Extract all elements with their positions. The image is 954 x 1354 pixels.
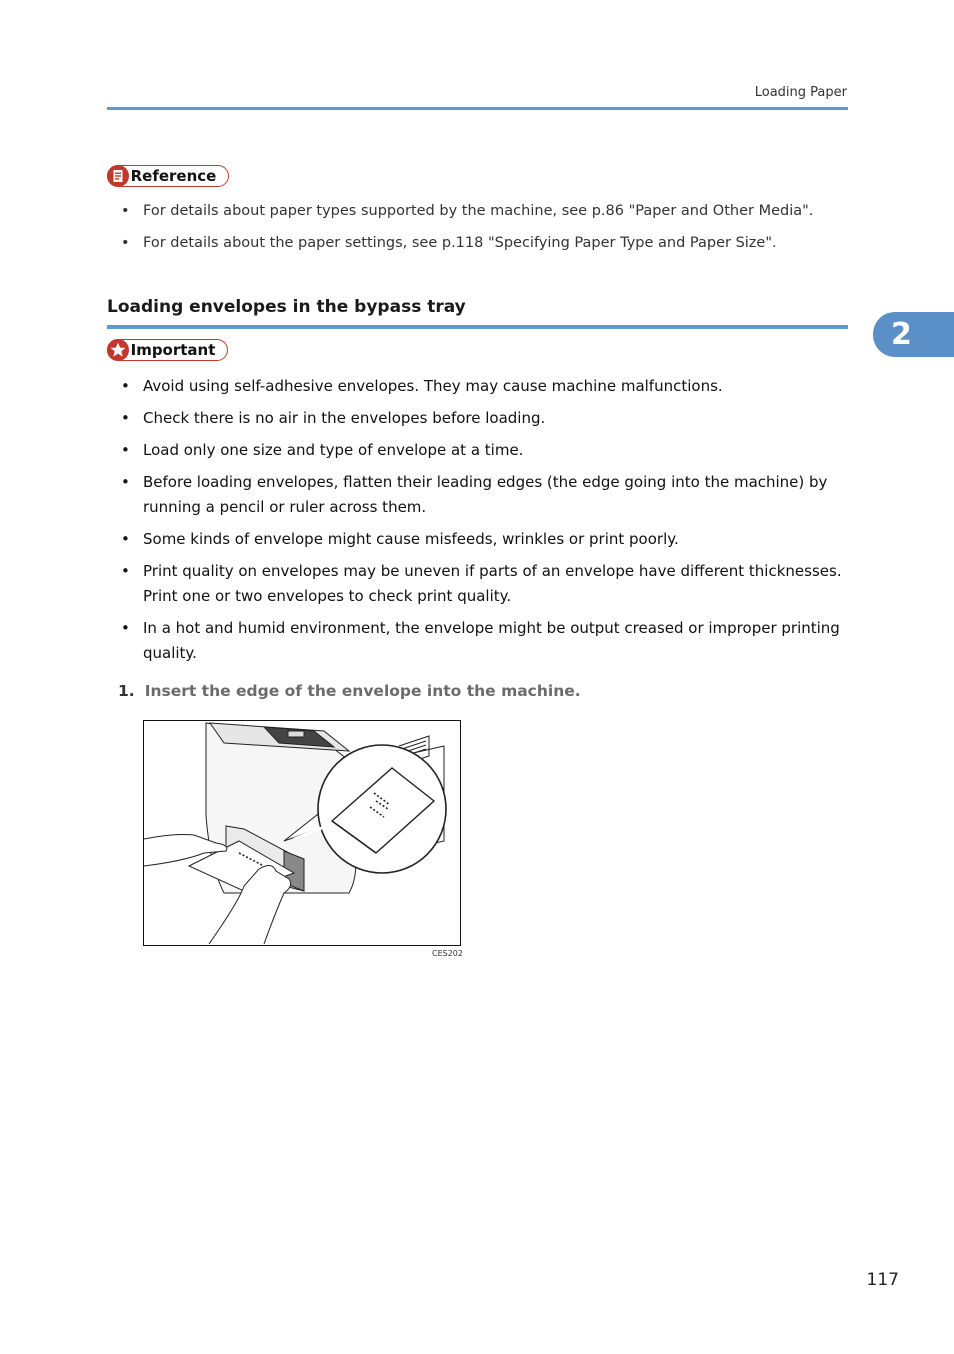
reference-list (107, 199, 848, 263)
header-rule (107, 107, 848, 110)
list-item: • In a hot and humid environment, the envelope might be output creased or improper printing quality. (107, 616, 848, 666)
step-number: 1. (118, 682, 135, 700)
page-number: 117 (866, 1270, 899, 1290)
list-item: • Avoid using self-adhesive envelopes. They may cause machine malfunctions. (107, 374, 848, 399)
list-item: • Load only one size and type of envelope at a time. (107, 438, 848, 463)
printer-illustration (144, 721, 459, 944)
reference-badge (107, 165, 229, 187)
list-item: • For details about the paper settings, see p.118 "Specifying Paper Type and Paper Size". (107, 231, 848, 256)
important-list (107, 374, 848, 673)
step-text: Insert the edge of the envelope into the machine. (144, 682, 581, 700)
envelope-loading-illustration (143, 720, 461, 946)
list-item: • For details about paper types supported by the machine, see p.86 "Paper and Other Media". (107, 199, 848, 224)
step-1 (118, 682, 581, 700)
chapter-tab (873, 312, 954, 357)
important-label: Important (130, 341, 216, 359)
list-item: • Print quality on envelopes may be uneven if parts of an envelope have different thicknesses. Print one or two envelopes to check print quality. (107, 559, 848, 609)
list-item: • Check there is no air in the envelopes before loading. (107, 406, 848, 431)
star-icon (107, 339, 129, 361)
chapter-number: 2 (891, 317, 912, 352)
reference-icon (107, 165, 129, 187)
section-title: Loading envelopes in the bypass tray (107, 297, 466, 317)
important-badge (107, 339, 228, 361)
running-header: Loading Paper (754, 85, 847, 100)
section-rule (107, 325, 848, 329)
list-item: • Before loading envelopes, flatten their leading edges (the edge going into the machine) by running a pencil or ruler across them. (107, 470, 848, 520)
list-item: • Some kinds of envelope might cause misfeeds, wrinkles or print poorly. (107, 527, 848, 552)
reference-label: Reference (130, 167, 217, 185)
figure-code: CES202 (432, 949, 463, 958)
